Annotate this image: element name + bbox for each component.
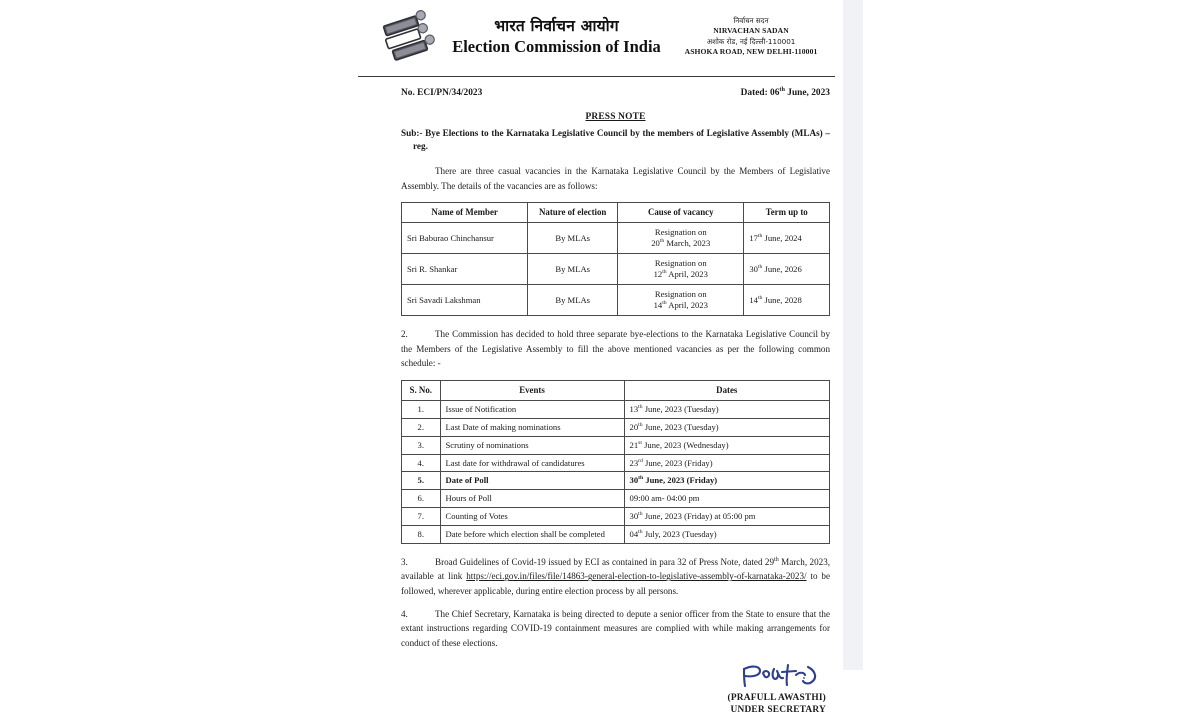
- paragraph-2-text: The Commission has decided to hold three separate bye-elections to the Karnataka Legislative Council by the Members of the Legislative Assembly to fill the above mentioned vacancies as per the following common schedule: -: [401, 329, 830, 369]
- cell-event: Last date for withdrawal of candidatures: [440, 454, 624, 472]
- page-content-area: [358, 0, 843, 715]
- cell-member-name: Sri R. Shankar: [402, 254, 528, 285]
- page-title: PRESS NOTE: [585, 112, 646, 123]
- handwritten-signature-icon: [401, 659, 826, 693]
- cell-serial: 2.: [402, 418, 441, 436]
- cell-event: Date of Poll: [440, 472, 624, 490]
- vacancies-table: [401, 202, 830, 316]
- table-row: [402, 418, 830, 436]
- letterhead-divider: [358, 76, 835, 77]
- cell-date: 13th June, 2023 (Tuesday): [624, 400, 829, 418]
- cell-event: Scrutiny of nominations: [440, 436, 624, 454]
- paragraph-4-text: The Chief Secretary, Karnataka is being directed to depute a senior officer from the State to ensure that the extant instructions regarding COVID-19 containment measures are complied with while making arrangements for conduct of these elections.: [401, 609, 830, 648]
- column-header-dates: Dates: [624, 380, 829, 400]
- organisation-title-english: Election Commission of India: [452, 36, 661, 56]
- letterhead-address: [665, 16, 837, 58]
- cell-term: 14th June, 2028: [744, 285, 830, 316]
- eci-emblem-icon: [380, 12, 444, 62]
- document-body: [401, 86, 830, 717]
- cell-date: 09:00 am- 04:00 pm: [624, 490, 829, 508]
- cell-nature: By MLAs: [528, 223, 618, 254]
- paragraph-3-text-after: to be followed, wherever applicable, during entire election process by all persons.: [401, 571, 830, 596]
- column-header-name: Name of Member: [402, 203, 528, 223]
- cell-date: 30th June, 2023 (Friday) at 05:00 pm: [624, 508, 829, 526]
- reference-line: [401, 86, 830, 100]
- table-row: [402, 490, 830, 508]
- table-row: [402, 223, 830, 254]
- table-row: [402, 526, 830, 544]
- guidelines-link[interactable]: https://eci.gov.in/files/file/14863-general-election-to-legislative-assembly-of-karnataka-2023/: [466, 571, 807, 582]
- column-header-cause: Cause of vacancy: [618, 203, 744, 223]
- document-number: No. ECI/PN/34/2023: [401, 88, 483, 98]
- signatory-designation: UNDER SECRETARY: [730, 704, 826, 715]
- cell-nature: By MLAs: [528, 254, 618, 285]
- column-header-term: Term up to: [744, 203, 830, 223]
- cell-term: 30th June, 2026: [744, 254, 830, 285]
- cell-nature: By MLAs: [528, 285, 618, 316]
- cell-event: Counting of Votes: [440, 508, 624, 526]
- paragraph-4: [401, 607, 830, 650]
- cell-member-name: Sri Savadi Lakshman: [402, 285, 528, 316]
- cell-date: 23rd June, 2023 (Friday): [624, 454, 829, 472]
- cell-cause: Resignation on 12th April, 2023: [618, 254, 744, 285]
- page-gutter: [843, 0, 863, 670]
- paragraph-2: [401, 327, 830, 370]
- cell-serial: 1.: [402, 400, 441, 418]
- table-row: [402, 472, 830, 490]
- table-row: [402, 254, 830, 285]
- cell-date: 21st June, 2023 (Wednesday): [624, 436, 829, 454]
- cell-cause: Resignation on 20th March, 2023: [618, 223, 744, 254]
- paragraph-3-text-before: Broad Guidelines of Covid-19 issued by ECI as contained in para 32 of Press Note, dated 29: [435, 556, 775, 567]
- address-english-line2: ASHOKA ROAD, NEW DELHI-110001: [684, 47, 818, 57]
- table-row: [402, 400, 830, 418]
- paragraph-3: [401, 555, 830, 598]
- date-ordinal-suffix: th: [774, 556, 779, 563]
- address-english-line1: NIRVACHAN SADAN: [713, 26, 789, 36]
- letterhead: [358, 0, 843, 62]
- table-row: [402, 508, 830, 526]
- column-header-events: Events: [440, 380, 624, 400]
- table-row: [402, 454, 830, 472]
- cell-cause: Resignation on 14th April, 2023: [618, 285, 744, 316]
- subject-line: [401, 127, 830, 153]
- cell-serial: 6.: [402, 490, 441, 508]
- column-header-serial: S. No.: [402, 380, 441, 400]
- cell-serial: 8.: [402, 526, 441, 544]
- address-hindi-line2: अशोक रोड, नई दिल्ली-110001: [706, 37, 796, 46]
- organisation-title: [444, 18, 665, 57]
- cell-date: 20th June, 2023 (Tuesday): [624, 418, 829, 436]
- intro-paragraph: There are three casual vacancies in the Karnataka Legislative Council by the Members of Legislative Assembly. The details of the vacancies are as follows:: [401, 166, 830, 191]
- table-header-row: [402, 380, 830, 400]
- address-hindi-line1: निर्वाचन सदन: [733, 16, 769, 25]
- cell-date: 04th July, 2023 (Tuesday): [624, 526, 829, 544]
- paragraph-3-text-mid: March, 2023, available at link: [401, 556, 831, 582]
- organisation-title-hindi: भारत निर्वाचन आयोग: [494, 16, 619, 35]
- cell-serial: 7.: [402, 508, 441, 526]
- cell-event: Date before which election shall be completed: [440, 526, 624, 544]
- paragraph-3-number: 3.: [401, 556, 408, 567]
- cell-term: 17th June, 2024: [744, 223, 830, 254]
- signatory-name: (PRAFULL AWASTHI): [727, 693, 826, 704]
- cell-event: Last Date of making nominations: [440, 418, 624, 436]
- cell-serial: 4.: [402, 454, 441, 472]
- signature-block: [401, 659, 830, 717]
- paragraph-4-number: 4.: [401, 609, 408, 620]
- cell-date: 30th June, 2023 (Friday): [624, 472, 829, 490]
- table-row: [402, 285, 830, 316]
- column-header-nature: Nature of election: [528, 203, 618, 223]
- schedule-table: [401, 380, 830, 544]
- date-ordinal-suffix: th: [779, 85, 785, 93]
- cell-event: Issue of Notification: [440, 400, 624, 418]
- paragraph-2-number: 2.: [401, 329, 408, 340]
- document-date: Dated: 06th June, 2023: [740, 85, 830, 98]
- subject-label: Sub:-: [401, 128, 423, 139]
- cell-serial: 5.: [402, 472, 441, 490]
- cell-event: Hours of Poll: [440, 490, 624, 508]
- cell-member-name: Sri Baburao Chinchansur: [402, 223, 528, 254]
- table-header-row: [402, 203, 830, 223]
- cell-serial: 3.: [402, 436, 441, 454]
- table-row: [402, 436, 830, 454]
- subject-text: Bye Elections to the Karnataka Legislative Council by the members of Legislative Assembly (MLAs) – reg.: [413, 128, 830, 152]
